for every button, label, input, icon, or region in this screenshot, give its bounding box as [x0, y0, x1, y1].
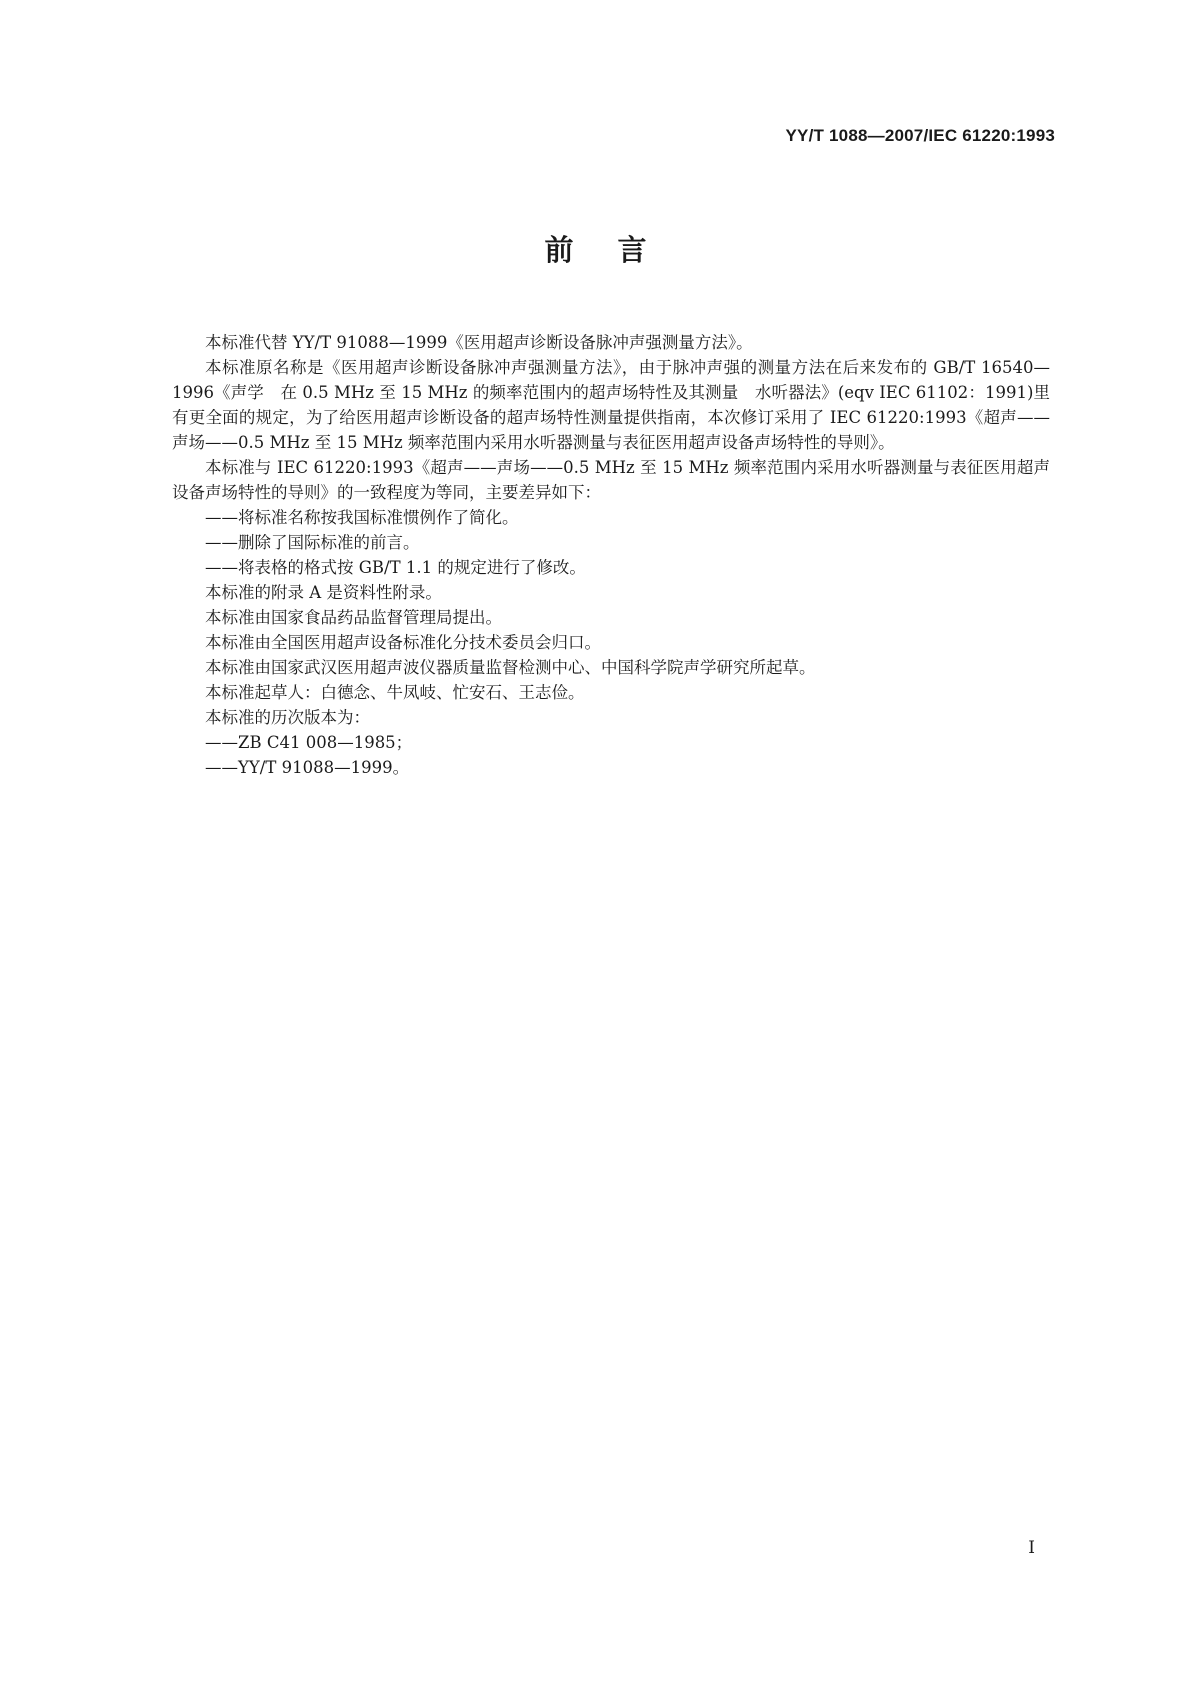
page-number: I — [1028, 1538, 1035, 1558]
paragraph-consistency: 本标准与 IEC 61220:1993《超声——声场——0.5 MHz 至 15 MHz 频率范围内采用水听器测量与表征医用超声设备声场特性的导则》的一致程度为等同，主要差异如下： — [172, 458, 1050, 502]
list-item-version: ——YY/T 91088—1999。 — [205, 758, 410, 777]
list-item-difference: ——将表格的格式按 GB/T 1.1 的规定进行了修改。 — [205, 558, 586, 577]
statement-history: 本标准的历次版本为： — [205, 708, 370, 727]
statement-committee: 本标准由全国医用超声设备标准化分技术委员会归口。 — [205, 633, 601, 652]
standard-number: YY/T 1088—2007/IEC 61220:1993 — [785, 126, 1055, 145]
list-item-difference: ——将标准名称按我国标准惯例作了简化。 — [205, 508, 519, 527]
paragraph-original-name: 本标准原名称是《医用超声诊断设备脉冲声强测量方法》，由于脉冲声强的测量方法在后来发布的 GB/T 16540—1996《声学 在 0.5 MHz 至 15 MHz 的频率范围内的超声场特性及其测量 水听器法》(eqv IEC 61102：1991)里有更全面的规定，为了给医用超声诊断设备的超声场特性测量提供指南，本次修订采用了 IEC 61220:1993《超声——声场——0.5 MHz 至 15 MHz 频率范围内采用水听器测量与表征医用超声设备声场特性的导则》。 — [172, 358, 1050, 452]
statement-drafters: 本标准起草人：白德念、牛凤岐、忙安石、王志俭。 — [205, 683, 585, 702]
paragraph-replaces: 本标准代替 YY/T 91088—1999《医用超声诊断设备脉冲声强测量方法》。 — [205, 333, 753, 352]
page-title: 前言 — [544, 233, 691, 267]
statement-proposer: 本标准由国家食品药品监督管理局提出。 — [205, 608, 502, 627]
statement-annex: 本标准的附录 A 是资料性附录。 — [205, 583, 442, 602]
list-item-difference: ——删除了国际标准的前言。 — [205, 533, 420, 552]
list-item-version: ——ZB C41 008—1985； — [205, 733, 413, 752]
foreword-body — [172, 330, 1050, 780]
statement-drafting-org: 本标准由国家武汉医用超声波仪器质量监督检测中心、中国科学院声学研究所起草。 — [205, 658, 816, 677]
